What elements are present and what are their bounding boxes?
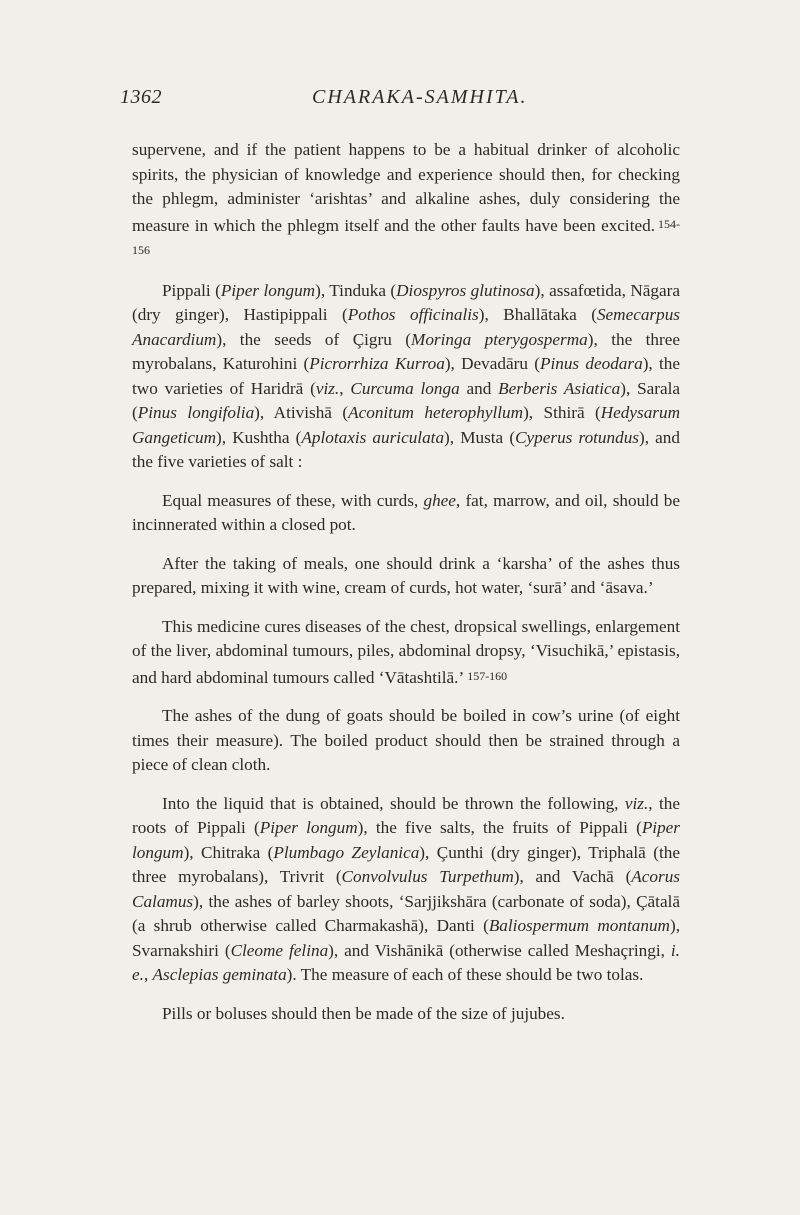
- paragraph-5: [132, 615, 680, 691]
- body-text: [132, 138, 680, 1040]
- page-header: [120, 86, 680, 116]
- paragraph-text: supervene, and if the patient happens to be a habitual drinker of alcoholic spirits, the physician of knowledge and experience should then, for checking the phlegm, administer ‘arishtas’ and alkaline ashes, duly considering the measure in which the phlegm itself and the other faults have been excited.: [132, 140, 680, 235]
- paragraph-text: Equal measures of these, with curds, ghee, fat, marrow, and oil, should be incinnerated within a closed pot.: [132, 490, 680, 534]
- paragraph-3: [132, 489, 680, 538]
- running-title: CHARAKA-SAMHITA.: [312, 86, 528, 108]
- paragraph-4: [132, 552, 680, 601]
- paragraph-text: Into the liquid that is obtained, should be thrown the following, viz., the roots of Pippali (Piper longum), the five salts, the fruits of Pippali (Piper longum), Chitraka (Plumbago Zeylanica), Çunthi (dry ginger), Triphalā (the three myrobalans), Trivrit (Convolvulus Turpethum), and Vachā (Acorus Calamus), the ashes of barley shoots, ‘Sarjjikshāra (carbonate of soda), Çātalā (a shrub otherwise called Charmakashā), Danti (Baliospermum montanum), Svarnakshiri (Cleome felina), and Vishānikā (otherwise called Meshaçringi, i. e., Asclepias geminata). The measure of each of these should be two tolas.: [132, 793, 680, 984]
- paragraph-6: [132, 704, 680, 778]
- paragraph-text: Pippali (Piper longum), Tinduka (Diospyros glutinosa), assafœtida, Nāgara (dry ginger), Hastipippali (Pothos officinalis), Bhallātaka (Semecarpus Anacardium), the seeds of Çigru (Moringa pterygosperma), the three myrobalans, Katurohini (Picrorrhiza Kurroa), Devadāru (Pinus deodara), the two varieties of Haridrā (viz., Curcuma longa and Berberis Asiatica), Sarala (Pinus longifolia), Ativishā (Aconitum heterophyllum), Sthirā (Hedysarum Gangeticum), Kushtha (Aplotaxis auriculata), Musta (Cyperus rotundus), and the five varieties of salt :: [132, 280, 681, 471]
- paragraph-7: [132, 792, 680, 988]
- verse-reference: 157-160: [467, 668, 508, 683]
- verse-reference: 154-156: [132, 216, 680, 257]
- page-number: 1362: [120, 86, 162, 108]
- paragraph-text: This medicine cures diseases of the chest, dropsical swellings, enlargement of the liver, abdominal tumours, piles, abdominal dropsy, ‘Visuchikā,’ epistasis, and hard abdominal tumours called ‘Vātashtilā.’: [132, 616, 680, 687]
- paragraph-text: After the taking of meals, one should drink a ‘karsha’ of the ashes thus prepared, mixing it with wine, cream of curds, hot water, ‘surā’ and ‘āsava.’: [132, 553, 680, 597]
- paragraph-1: [132, 138, 680, 265]
- paragraph-8: [132, 1002, 680, 1027]
- paragraph-text: Pills or boluses should then be made of the size of jujubes.: [162, 1003, 565, 1023]
- paragraph-text: The ashes of the dung of goats should be boiled in cow’s urine (of eight times their measure). The boiled product should then be strained through a piece of clean cloth.: [132, 706, 680, 774]
- paragraph-2: [132, 279, 680, 475]
